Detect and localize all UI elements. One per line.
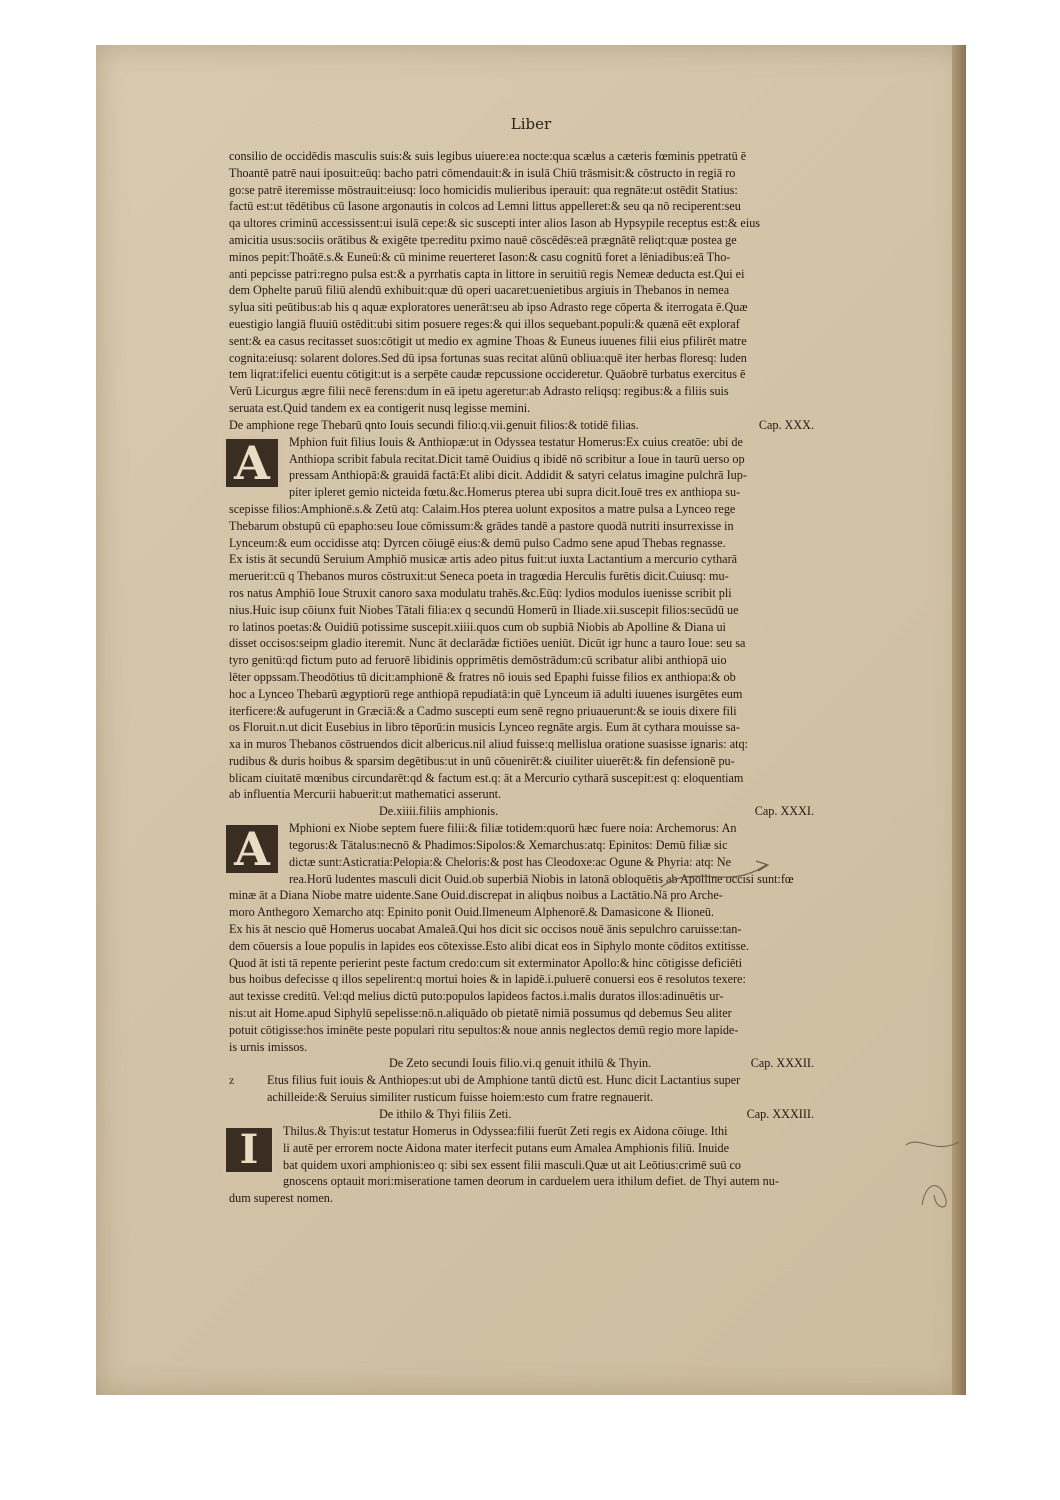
text-line: hoc a Lynceo Thebarū ægyptiorū rege anthiopā repudiatā:in quē Lynceum iā adulti iuuenes isurgētes eum bbox=[229, 686, 743, 701]
chapter-paragraph bbox=[229, 820, 814, 1055]
text-line: blicam ciuitatē mœnibus circundarēt:qd & factum est.q: āt a Mercurio cytharā suscepit:est q: eloquentiam bbox=[229, 770, 744, 785]
chapter-title: De.xiiii.filiis amphionis. bbox=[379, 804, 499, 819]
text-line: bat quidem uxori amphionis:eo q: sibi sex essent filii masculi.Quæ ut ait Leōtius:crimē suū co bbox=[283, 1157, 741, 1172]
text-line: dem cōuersis a Ioue populis in lapides eos cōtexisse.Esto alibi dicat eos in Siphylo monte cōditos extitisse. bbox=[229, 938, 749, 953]
text-line: Thilus.& Thyis:ut testatur Homerus in Odyssea:filii fuerūt Zeti regis ex Aidona cōiuge. Ithi bbox=[283, 1124, 728, 1139]
chapter-paragraph bbox=[229, 434, 814, 804]
text-line: cognita:eiusq: solarent dolores.Sed dū ipsa fortunas suas recitat alūnū obliua:quē iter herbas floresq: luden bbox=[229, 350, 747, 365]
text-line: li autē per errorem nocte Aidona mater iterfecit putans eum Amalea Amphionis filiū. Inuide bbox=[283, 1140, 730, 1155]
chapter-number: Cap. XXXII. bbox=[750, 1056, 814, 1071]
text-line: pressam Anthiopā:& grauidā factā:Et alibi dicit. Addidit & satyri celatus imagine pulchrā Iup- bbox=[289, 468, 747, 483]
text-line: Mphioni ex Niobe septem fuere filii:& filiæ totidem:quorū hæc fuere noia: Archemorus: An bbox=[289, 821, 737, 836]
decorated-initial: A bbox=[223, 822, 281, 876]
text-line: aut texisse creditū. Vel:qd melius dictū puto:populos lapideos factos.i.malis duratos illos:adinuētis ur- bbox=[229, 989, 724, 1004]
text-line: seruata est.Quid tandem ex ea contigerit nusq legisse memini. bbox=[229, 400, 531, 415]
text-line: scepisse filios:Amphionē.s.& Zetū atq: Calaim.Hos ptereа uolunt expositos a matre pulsa a Lynceo rege bbox=[229, 501, 736, 516]
text-line: nis:ut ait Home.apud Siphylū sepelisse:nō.n.aliquādo ob pietatē nimiā possumus qd debemus Seu aliter bbox=[229, 1006, 732, 1021]
text-block bbox=[229, 148, 814, 1207]
text-line: gnoscens optauit mori:miseratione tamen deorum in carduelem uera ithilum defiet. de Thyi autem nu- bbox=[283, 1174, 779, 1189]
text-line: Etus filius fuit iouis & Anthiopes:ut ubi de Amphione tantū dictū est. Hunc dicit Lactantius super bbox=[267, 1073, 741, 1088]
text-line: Quod āt isti tā repente perierint peste factum credo:cum sit exterminator Apollo:& hinc cōtigisse deficiēti bbox=[229, 955, 743, 970]
chapter-title: De Zeto secundi Iouis filio.vi.q genuit ithilū & Thyin. bbox=[389, 1056, 652, 1071]
text-line: tegorus:& Tātalus:necnō & Phadimos:Sipolos:& Xemarchus:atq: Epinitos: Demū filiæ sic bbox=[289, 838, 728, 853]
text-line: qa ultores criminū accessissent:ui isulā cepe:& sic suscepti inter alios Iason ab Hypsypile receptus est:& eius bbox=[229, 216, 761, 231]
text-line: tyro genitū:qd fictum puto ad feruorē libidinis opprimētis demōstrādum:cū scribatur alibi anthiopā uio bbox=[229, 653, 727, 668]
text-line: nius.Huic isup cōiunx fuit Niobes Tātali filia:ex q secundū Homerū in Iliade.xii.suscepit filios:secūdū ue bbox=[229, 602, 739, 617]
text-line: dictæ sunt:Asticratia:Pelopia:& Cheloris:& post has Cleodoxe:ac Ogune & Phyria: atq: Ne bbox=[289, 854, 732, 869]
text-line: consilio de occidēdis masculis suis:& suis legibus uiuere:ea nocte:qua scælus a cæteris fœminis ppetratū ē bbox=[229, 149, 747, 163]
text-line: sent:& ea casus recitasset suos:cōtigit ut medio ex agmine Thoas & Euneus iuuenes filii eius pfilirēt matre bbox=[229, 333, 747, 348]
text-line: ro latinos poetas:& Ouidiū potissime suscepit.xiiii.quos cum ob supbiā Niobis ab Apolline & Diana ui bbox=[229, 619, 726, 634]
text-line: Verū Licurgus ægre filii necē ferens:dum in eā ipetu ageretur:ab Adrasto reliqsq: regibus:& a filiis suis bbox=[229, 384, 729, 399]
text-line: Anthiopa scribit fabula recitat.Dicit tamē Ouidius q ibidē nō scribitur a Ioue in taurū uerso op bbox=[289, 451, 745, 466]
text-line: iterficere:& aufugerunt in Græciā:& a Cadmo suscepti eum senē regno priuauerunt:& se iouis dixere fili bbox=[229, 703, 737, 718]
chapter-paragraph bbox=[229, 1072, 814, 1106]
text-line: minæ āt a Diana Niobe matre uidente.Sane Ouid.discrepat in aliqbus noibus a Lactātio.Nā pro Arche- bbox=[229, 888, 723, 903]
text-line: os Floruit.n.ut dicit Eusebius in libro tēporū:in musicis Lynceo regnāte argis. Eum āt cythara mouisse sa- bbox=[229, 720, 740, 735]
text-line: Thebarum obstupū cū epapho:seu Ioue cōmissum:& grādes tandē a pastore quodā nutriti insurrexisse in bbox=[229, 518, 734, 533]
continuation-paragraph bbox=[229, 148, 814, 417]
decorated-initial: A bbox=[223, 436, 281, 490]
scanned-page bbox=[96, 45, 966, 1395]
margin-scribble-icon bbox=[916, 1175, 956, 1215]
text-line: rudibus & duris hoibus & sparsim degētibus:ut in unū cōuenirēt:& ciuiliter uiuerēt:& fin defensionē pu- bbox=[229, 753, 735, 768]
chapter-title: De ithilo & Thyi filiis Zeti. bbox=[379, 1107, 512, 1122]
text-line: rea.Horū ludentes masculi dicit Ouid.ob superbiā Niobis in latonā obloquētis ab Apolline occisi sunt:fœ bbox=[289, 871, 794, 886]
text-line: disset occisos:seipm gladio iteremit. Nunc āt declarādæ fictiōes ueniūt. Dicūt igr hunc a tauro Ioue: seu sa bbox=[229, 636, 746, 651]
text-line: xa in muros Thebanos cōstruendos dicit albericus.nil aliud fuisse:q mellislua oratione suasisse ignaris: atq: bbox=[229, 737, 748, 752]
chapter-number: Cap. XXXI. bbox=[754, 804, 814, 819]
text-line: euestigio langiā fluuiū ostēdit:ubi sitim posuere reges:& qui illos sequebant.populi:& quænā eēt exploraf bbox=[229, 316, 740, 331]
text-line: potuit cōtigisse:hos iminēte peste populari ritu sepultos:& noue annis neglectos demū regio more lapide- bbox=[229, 1022, 739, 1037]
text-line: anti pepcisse patri:regno pulsa est:& a pyrrhatis capta in littore in seruitiū regis Nemeæ deducta est.Qui ei bbox=[229, 266, 745, 281]
text-line: amicitia usus:sociis orātibus & exigēte tpe:reditu pximo nauē cōscēdēs:eā prægnātē reliqt:quæ postea ge bbox=[229, 232, 737, 247]
guide-letter: z bbox=[229, 1073, 235, 1088]
text-line: Ex istis āt secundū Seruium Amphiō musicæ artis adeo pitus fuit:ut iuxta Lactantium a mercurio cytharā bbox=[229, 552, 738, 567]
text-line: Thoantē patrē naui iposuit:eūq: bacho patri cōmendauit:& in isulā Chiū trāsmisit:& cōstructo in regiā ro bbox=[229, 165, 736, 180]
margin-scribble-icon bbox=[656, 857, 776, 897]
text-line: Ex his āt nescio quē Homerus uocabat Amaleā.Qui hos dicit sic occisos nouē ānis sepulchro caruisse:tan- bbox=[229, 922, 742, 937]
chapter-heading bbox=[229, 803, 814, 820]
text-line: lēter oppssam.Theodōtius tū dicit:amphionē & fratres nō iouis sed Epaphi fuisse filios ex anthiopa:& ob bbox=[229, 669, 736, 684]
text-line: tem liqrat:ifelici euentu cōtigit:ut is a serpēte caudæ repcussione occideretur. Quāobrē turbatus exercitus ē bbox=[229, 367, 746, 382]
chapter-number: Cap. XXXIII. bbox=[746, 1107, 814, 1122]
margin-scribble-icon bbox=[904, 1130, 964, 1160]
chapter-title: De amphione rege Thebarū qnto Iouis secundi filio:q.vii.genuit filios:& totidē filias. bbox=[229, 417, 639, 432]
text-line: sylua siti peūtibus:ab his q aquæ exploratores uenerāt:seu ab ipso Adrasto rege cōperta & iterrogata ē.Quæ bbox=[229, 300, 748, 315]
running-header: Liber bbox=[510, 115, 552, 133]
chapter-heading bbox=[229, 1055, 814, 1072]
chapter-number: Cap. XXX. bbox=[758, 417, 814, 432]
text-line: dum superest nomen. bbox=[229, 1191, 333, 1206]
text-line: Mphion fuit filius Iouis & Anthiopæ:ut in Odyssea testatur Homerus:Ex cuius creatōe: ubi de bbox=[289, 434, 743, 449]
text-line: Lynceum:& eum occidisse atq: Dyrcen cōiugē eius:& demū pulso Cadmo sene apud Thebas regnasse. bbox=[229, 535, 726, 550]
text-line: ros natus Amphiō Ioue Struxit canoro saxa modulatu trahēs.&c.Eūq: lydios modulos iuenisse scribit pli bbox=[229, 585, 732, 600]
text-line: go:se patrē iteremisse mōstrauit:eiusq: loco homicidis mulieribus iperauit: qua regnāte:ut ostēdit Statius: bbox=[229, 182, 738, 197]
text-line: achilleide:& Seruius similiter rusticum fuisse hoiem:esto cum fratre regnauerit. bbox=[267, 1090, 654, 1105]
text-line: bus hoibus defecisse q illos sepelirent:q mortui hoies & in lapidē.i.puluerē conuersi eos ē resolutos texere: bbox=[229, 972, 746, 987]
text-line: is urnis imissos. bbox=[229, 1039, 308, 1054]
text-line: minos pepit:Thoātē.s.& Euneū:& cū minime reuerteret Iason:& casu cognitū foret a lēniadibus:eā Tho- bbox=[229, 249, 731, 264]
text-line: meruerit:cū q Thebanos muros cōstruxit:ut Seneca poeta in tragœdia Herculis furētis dicit.Cuiusq: mu- bbox=[229, 569, 729, 584]
text-line: ab influentia Mercurii habuerit:ut mathematici asserunt. bbox=[229, 787, 502, 802]
text-line: dem Ophelte paruū filiū alendū exhibuit:quæ dū operi uacaret:uenietibus argiuis in Thebanos in nemea bbox=[229, 283, 730, 298]
text-line: piter ipleret gemio nicteida fœtu.&c.Homerus ptereа ubi supra dicit.Iouē tres ex anthiopa su- bbox=[289, 485, 741, 500]
text-line: factū est:ut tēdētibus cū Iasone argonautis in colcos ad Lemni littus appelleret:& seu qa nō reciperent:seu bbox=[229, 199, 741, 214]
chapter-paragraph bbox=[229, 1123, 814, 1207]
chapter-heading bbox=[229, 1106, 814, 1123]
chapter-heading bbox=[229, 417, 814, 434]
decorated-initial: I bbox=[223, 1125, 275, 1175]
text-line: moro Anthegoro Xemarcho atq: Epinito ponit Ouid.Ilmeneum Alphenorē.& Damasicone & Ilioneū. bbox=[229, 905, 715, 920]
